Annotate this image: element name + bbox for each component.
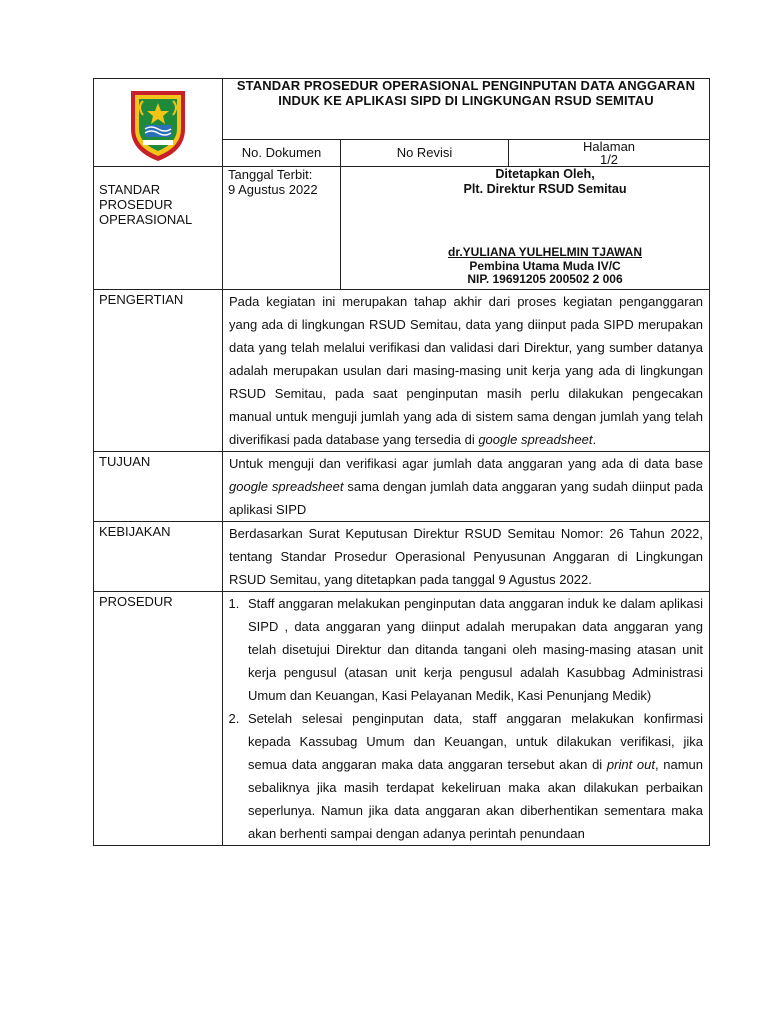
ditetapkan-oleh: Ditetapkan Oleh, (495, 167, 595, 181)
prosedur-step-1: 1. Staff anggaran melakukan penginputan data anggaran induk ke dalam aplikasi SIPD , data anggaran yang diinput adalah merupakan data anggaran yang telah disetujui Direktur dan ditanda tangani oleh masing-masing atasan unit kerja pengusul (atasan unit kerja pengusul adalah Kasubbag Administrasi Umum dan Keuangan, Kasi Pelayanan Medik, Kasi Penunjang Medik) (243, 592, 703, 707)
sop-document-table (93, 78, 710, 846)
no-revisi-label: No Revisi (341, 140, 509, 167)
prosedur-label: PROSEDUR (94, 592, 223, 846)
sop-label-line-3: OPERASIONAL (99, 212, 193, 227)
halaman-cell (509, 140, 710, 167)
halaman-value: 1/2 (599, 152, 619, 167)
tujuan-text-italic: google spreadsheet (229, 479, 344, 494)
ditetapkan-cell (341, 167, 710, 290)
kebijakan-paragraph: Berdasarkan Surat Keputusan Direktur RSUD Semitau Nomor: 26 Tahun 2022, tentang Standar Prosedur Operasional Penyusunan Anggaran di Lingkungan RSUD Semitau, yang ditetapkan pada tanggal 9 Agustus 2022. (229, 526, 704, 587)
prosedur-step-2-main: Setelah selesai penginputan data, staff anggaran melakukan konfirmasi kepada Kassubag Umum dan Keuangan, untuk dilakukan verifikasi, jika semua data anggaran maka data anggaran tersebut akan di (248, 711, 704, 772)
pengertian-text-end: . (592, 432, 597, 447)
rsud-logo (123, 85, 193, 163)
signer-name: dr.YULIANA YULHELMIN TJAWAN (448, 245, 643, 259)
document-title: STANDAR PROSEDUR OPERASIONAL PENGINPUTAN DATA ANGGARAN INDUK KE APLIKASI SIPD DI LINGKUNGAN RSUD SEMITAU (223, 79, 710, 140)
pengertian-text (223, 290, 710, 452)
tanggal-terbit-label: Tanggal Terbit: (228, 167, 313, 182)
tujuan-text-main: Untuk menguji dan verifikasi agar jumlah data anggaran yang ada di data base (229, 456, 704, 471)
pengertian-text-main: Pada kegiatan ini merupakan tahap akhir dari proses kegiatan penganggaran yang ada di lingkungan RSUD Semitau, data yang diinput pada SIPD merupakan data yang telah melalui verifikasi dan validasi dari Direktur, yang sumber datanya adalah merupakan usulan dari masing-masing unit kerja yang ada di lingkungan RSUD Semitau, pada saat penginputan masih perlu dilakukan pengecakan manual untuk menguji jumlah yang ada di sistem sama dengan jumlah yang telah diverifikasi pada database yang tersedia di (229, 294, 704, 447)
prosedur-text (223, 592, 710, 846)
sop-label-line-1: STANDAR (99, 182, 161, 197)
logo-cell (94, 79, 223, 167)
signer-rank: Pembina Utama Muda IV/C (469, 258, 621, 273)
kebijakan-text (223, 522, 710, 592)
ditetapkan-jabatan: Plt. Direktur RSUD Semitau (463, 182, 627, 196)
sop-label-line-2: PROSEDUR (99, 197, 173, 212)
tanggal-terbit-value: 9 Agustus 2022 (228, 182, 318, 197)
no-dokumen-label: No. Dokumen (223, 140, 341, 167)
halaman-label: Halaman (583, 139, 636, 154)
sop-label-cell (94, 167, 223, 290)
pengertian-label: PENGERTIAN (94, 290, 223, 452)
tujuan-label: TUJUAN (94, 452, 223, 522)
prosedur-list (223, 592, 703, 845)
tanggal-terbit-cell (223, 167, 341, 290)
signature-block (341, 246, 709, 287)
prosedur-step-2 (243, 707, 703, 845)
signer-nip: NIP. 19691205 200502 2 006 (467, 272, 623, 286)
pengertian-text-italic: google spreadsheet (478, 432, 593, 447)
tujuan-text-end: sama dengan jumlah data anggaran yang sudah diinput pada aplikasi SIPD (229, 479, 704, 517)
kebijakan-label: KEBIJAKAN (94, 522, 223, 592)
prosedur-step-2-italic: print out (606, 757, 655, 772)
prosedur-step-2-end: , namun sebaliknya jika masih terdapat kekeliruan maka akan dilakukan perbaikan seperlunya. Namun jika data anggaran akan diberhentikan sementara maka akan berhenti sampai dengan adanya perintah penundaan (248, 757, 704, 841)
tujuan-text (223, 452, 710, 522)
